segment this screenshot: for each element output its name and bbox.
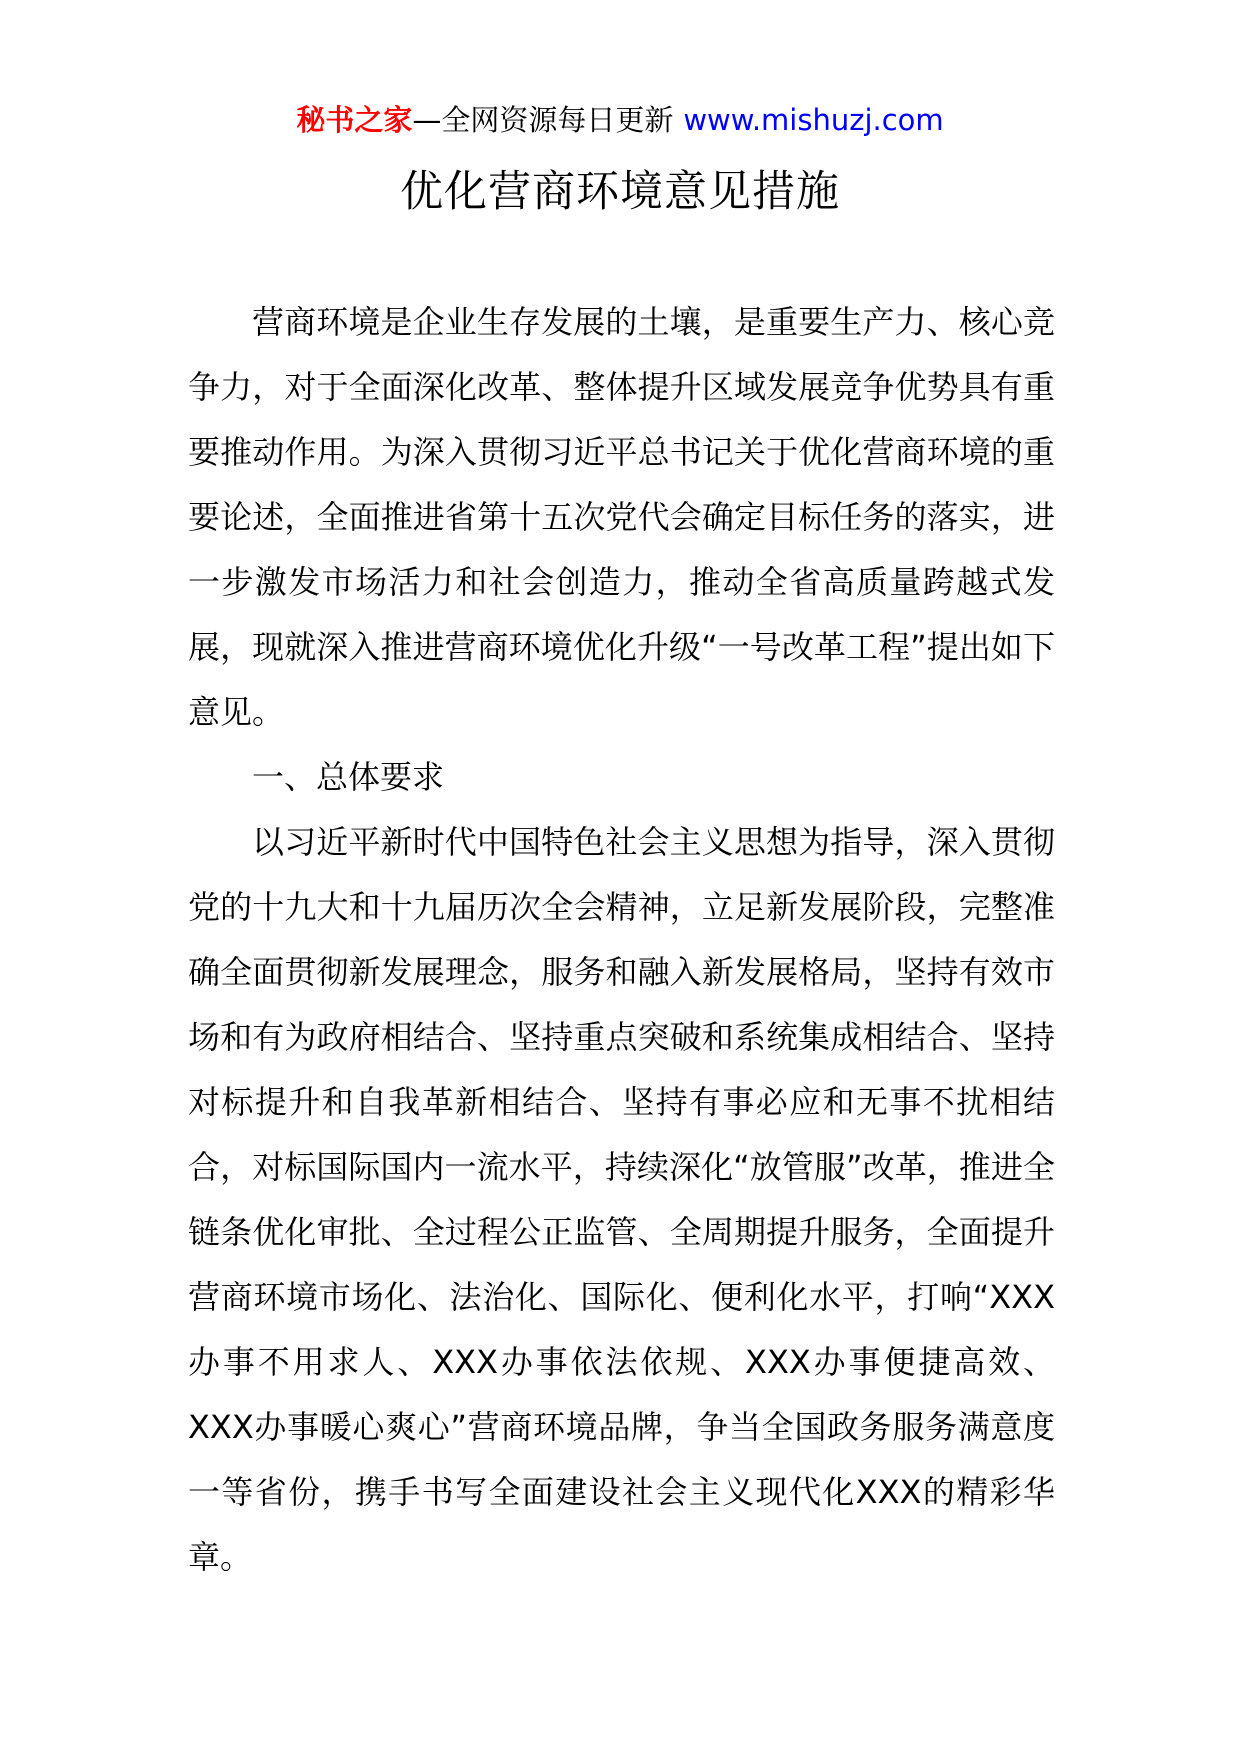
paragraph-requirements: 以习近平新时代中国特色社会主义思想为指导，深入贯彻党的十九大和十九届历次全会精神，立足新发展阶段，完整准确全面贯彻新发展理念，服务和融入新发展格局，坚持有效市场和有为政府相结合、坚持重点突破和系统集成相结合、坚持对标提升和自我革新相结合、坚持有事必应和无事不扰相结合，对标国际国内一流水平，持续深化“放管服”改革，推进全链条优化审批、全过程公正监管、全周期提升服务，全面提升营商环境市场化、法治化、国际化、便利化水平，打响“XXX办事不用求人、XXX办事依法依规、XXX办事便捷高效、XXX办事暖心爽心”营商环境品牌，争当全国政务服务满意度一等省份，携手书写全面建设社会主义现代化XXX的精彩华章。 [188,823,1055,1576]
site-url: www.mishuzj.com [683,103,944,137]
site-brand: 秘书之家 [296,103,413,137]
site-tagline: —全网资源每日更新 [412,103,674,137]
document-body [188,290,1055,1590]
document-title: 优化营商环境意见措施 [400,167,840,217]
site-header [0,100,1240,140]
paragraph-intro: 营商环境是企业生存发展的土壤，是重要生产力、核心竞争力，对于全面深化改革、整体提升区域发展竞争优势具有重要推动作用。为深入贯彻习近平总书记关于优化营商环境的重要论述，全面推进省第十五次党代会确定目标任务的落实，进一步激发市场活力和社会创造力，推动全省高质量跨越式发展，现就深入推进营商环境优化升级“一号改革工程”提出如下意见。 [188,303,1055,731]
section-heading: 一、总体要求 [252,758,445,796]
